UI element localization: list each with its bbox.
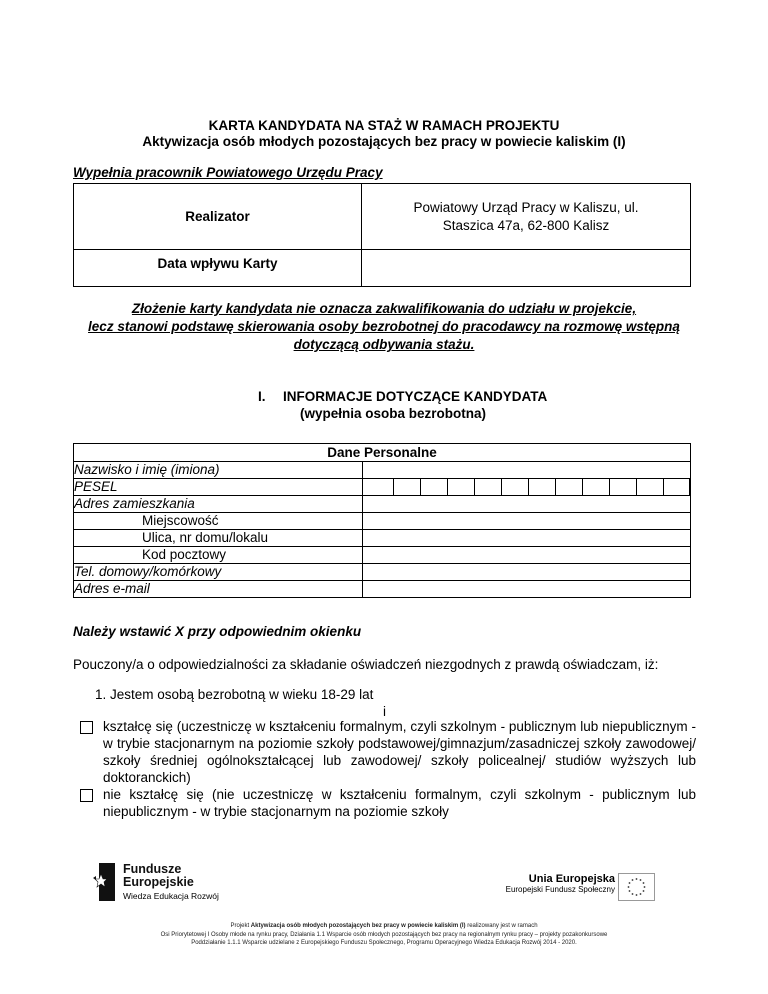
not-studying-checkbox[interactable]	[80, 789, 93, 802]
office-fill-note: Wypełnia pracownik Powiatowego Urzędu Pracy	[73, 165, 383, 180]
section-number: I.	[258, 389, 266, 404]
address-field	[363, 496, 691, 513]
realizator-value: Powiatowy Urząd Pracy w Kaliszu, ul. Staszica 47a, 62-800 Kalisz	[362, 184, 691, 250]
fe-logo-line-2: Europejskie	[123, 875, 194, 889]
email-label: Adres e-mail	[74, 581, 363, 598]
declaration-warning: Pouczony/a o odpowiedzialności za składanie oświadczeń niezgodnych z prawdą oświadczam, iż:	[73, 657, 659, 672]
footer-line-1: Projekt Aktywizacja osób młodych pozostających bez pracy w powiecie kaliskim (I) realizowany jest w ramach	[230, 923, 538, 929]
fe-logo	[93, 862, 219, 906]
fe-logo-title	[123, 863, 194, 889]
pesel-label: PESEL	[74, 479, 363, 496]
postal-code-label: Kod pocztowy	[74, 547, 363, 564]
document-title: KARTA KANDYDATA NA STAŻ W RAMACH PROJEKTU	[208, 118, 560, 133]
receipt-date-field[interactable]	[362, 250, 691, 287]
postal-code-field[interactable]	[363, 547, 691, 564]
fe-star-icon	[93, 863, 119, 901]
studying-label: kształcę się (uczestniczę w kształceniu formalnym, czyli szkolnym - publicznym lub niepublicznym - w trybie stacjonarnym na poziomie szkoły podstawowej/gimnazjum/zasadniczej szkoły zawodowej/ szkoły średniej ogólnokształcącej lub zawodowej/ szkoły policealnej/ studiów wyższych lub doktoranckich)	[103, 719, 696, 785]
option-studying	[80, 718, 696, 786]
page-footer	[0, 922, 768, 948]
eu-logo-text	[505, 873, 615, 894]
project-name: Aktywizacja osób młodych pozostających bez pracy w powiecie kaliskim (I)	[142, 134, 626, 149]
fe-logo-subtitle: Wiedza Edukacja Rozwój	[123, 891, 219, 901]
receipt-date-label: Data wpływu Karty	[74, 250, 362, 287]
footer-line-3: Poddziałanie 1.1.1 Wsparcie udzielane z Europejskiego Funduszu Społecznego, Programu Operacyjnego Wiedza Edukacja Rozwój 2014 - 2020.	[191, 940, 577, 946]
option-not-studying	[80, 786, 696, 820]
address-label: Adres zamieszkania	[74, 496, 363, 513]
realizator-label: Realizator	[74, 184, 362, 250]
personal-data-header: Dane Personalne	[74, 444, 691, 462]
section-subtitle: (wypełnia osoba bezrobotna)	[300, 406, 487, 421]
disclaimer-line-1: Złożenie karty kandydata nie oznacza zakwalifikowania do udziału w projekcie,	[131, 301, 637, 316]
fe-logo-line-1: Fundusze	[123, 862, 182, 876]
disclaimer-line-3: dotyczącą odbywania stażu.	[293, 337, 475, 352]
not-studying-label: nie kształcę się (nie uczestniczę w kształceniu formalnym, czyli szkolnym - publicznym lub niepublicznym - w trybie stacjonarnym na poziomie szkoły	[103, 787, 696, 819]
section-title: INFORMACJE DOTYCZĄCE KANDYDATA	[283, 389, 548, 404]
email-field[interactable]	[363, 581, 691, 598]
city-label: Miejscowość	[74, 513, 363, 530]
street-field[interactable]	[363, 530, 691, 547]
studying-checkbox[interactable]	[80, 721, 93, 734]
phone-label: Tel. domowy/komórkowy	[74, 564, 363, 581]
street-label: Ulica, nr domu/lokalu	[74, 530, 363, 547]
pesel-digit-boxes[interactable]	[393, 479, 690, 495]
city-field[interactable]	[363, 513, 691, 530]
eu-flag-icon	[618, 873, 655, 901]
personal-data-table	[73, 443, 691, 598]
office-table	[73, 183, 691, 287]
name-field[interactable]	[363, 462, 691, 479]
checkbox-instructions: Należy wstawić X przy odpowiednim okienku	[73, 624, 362, 639]
eu-fund-name: Europejski Fundusz Społeczny	[505, 885, 615, 894]
disclaimer-notice	[60, 300, 708, 354]
phone-field[interactable]	[363, 564, 691, 581]
conjunction: i	[383, 704, 386, 719]
footer-line-2: Osi Priorytetowej I Osoby młode na rynku pracy, Działania 1.1 Wsparcie osób młodych pozostających bez pracy na regionalnym rynku pracy – projekty pozakonkursowe	[160, 931, 608, 938]
disclaimer-line-2: lecz stanowi podstawę skierowania osoby bezrobotnej do pracodawcy na rozmowę wstępną	[88, 319, 680, 334]
statement-1: 1. Jestem osobą bezrobotną w wieku 18-29 lat	[95, 687, 374, 702]
pesel-field[interactable]	[363, 479, 691, 496]
name-label: Nazwisko i imię (imiona)	[74, 462, 363, 479]
eu-name: Unia Europejska	[528, 873, 615, 885]
